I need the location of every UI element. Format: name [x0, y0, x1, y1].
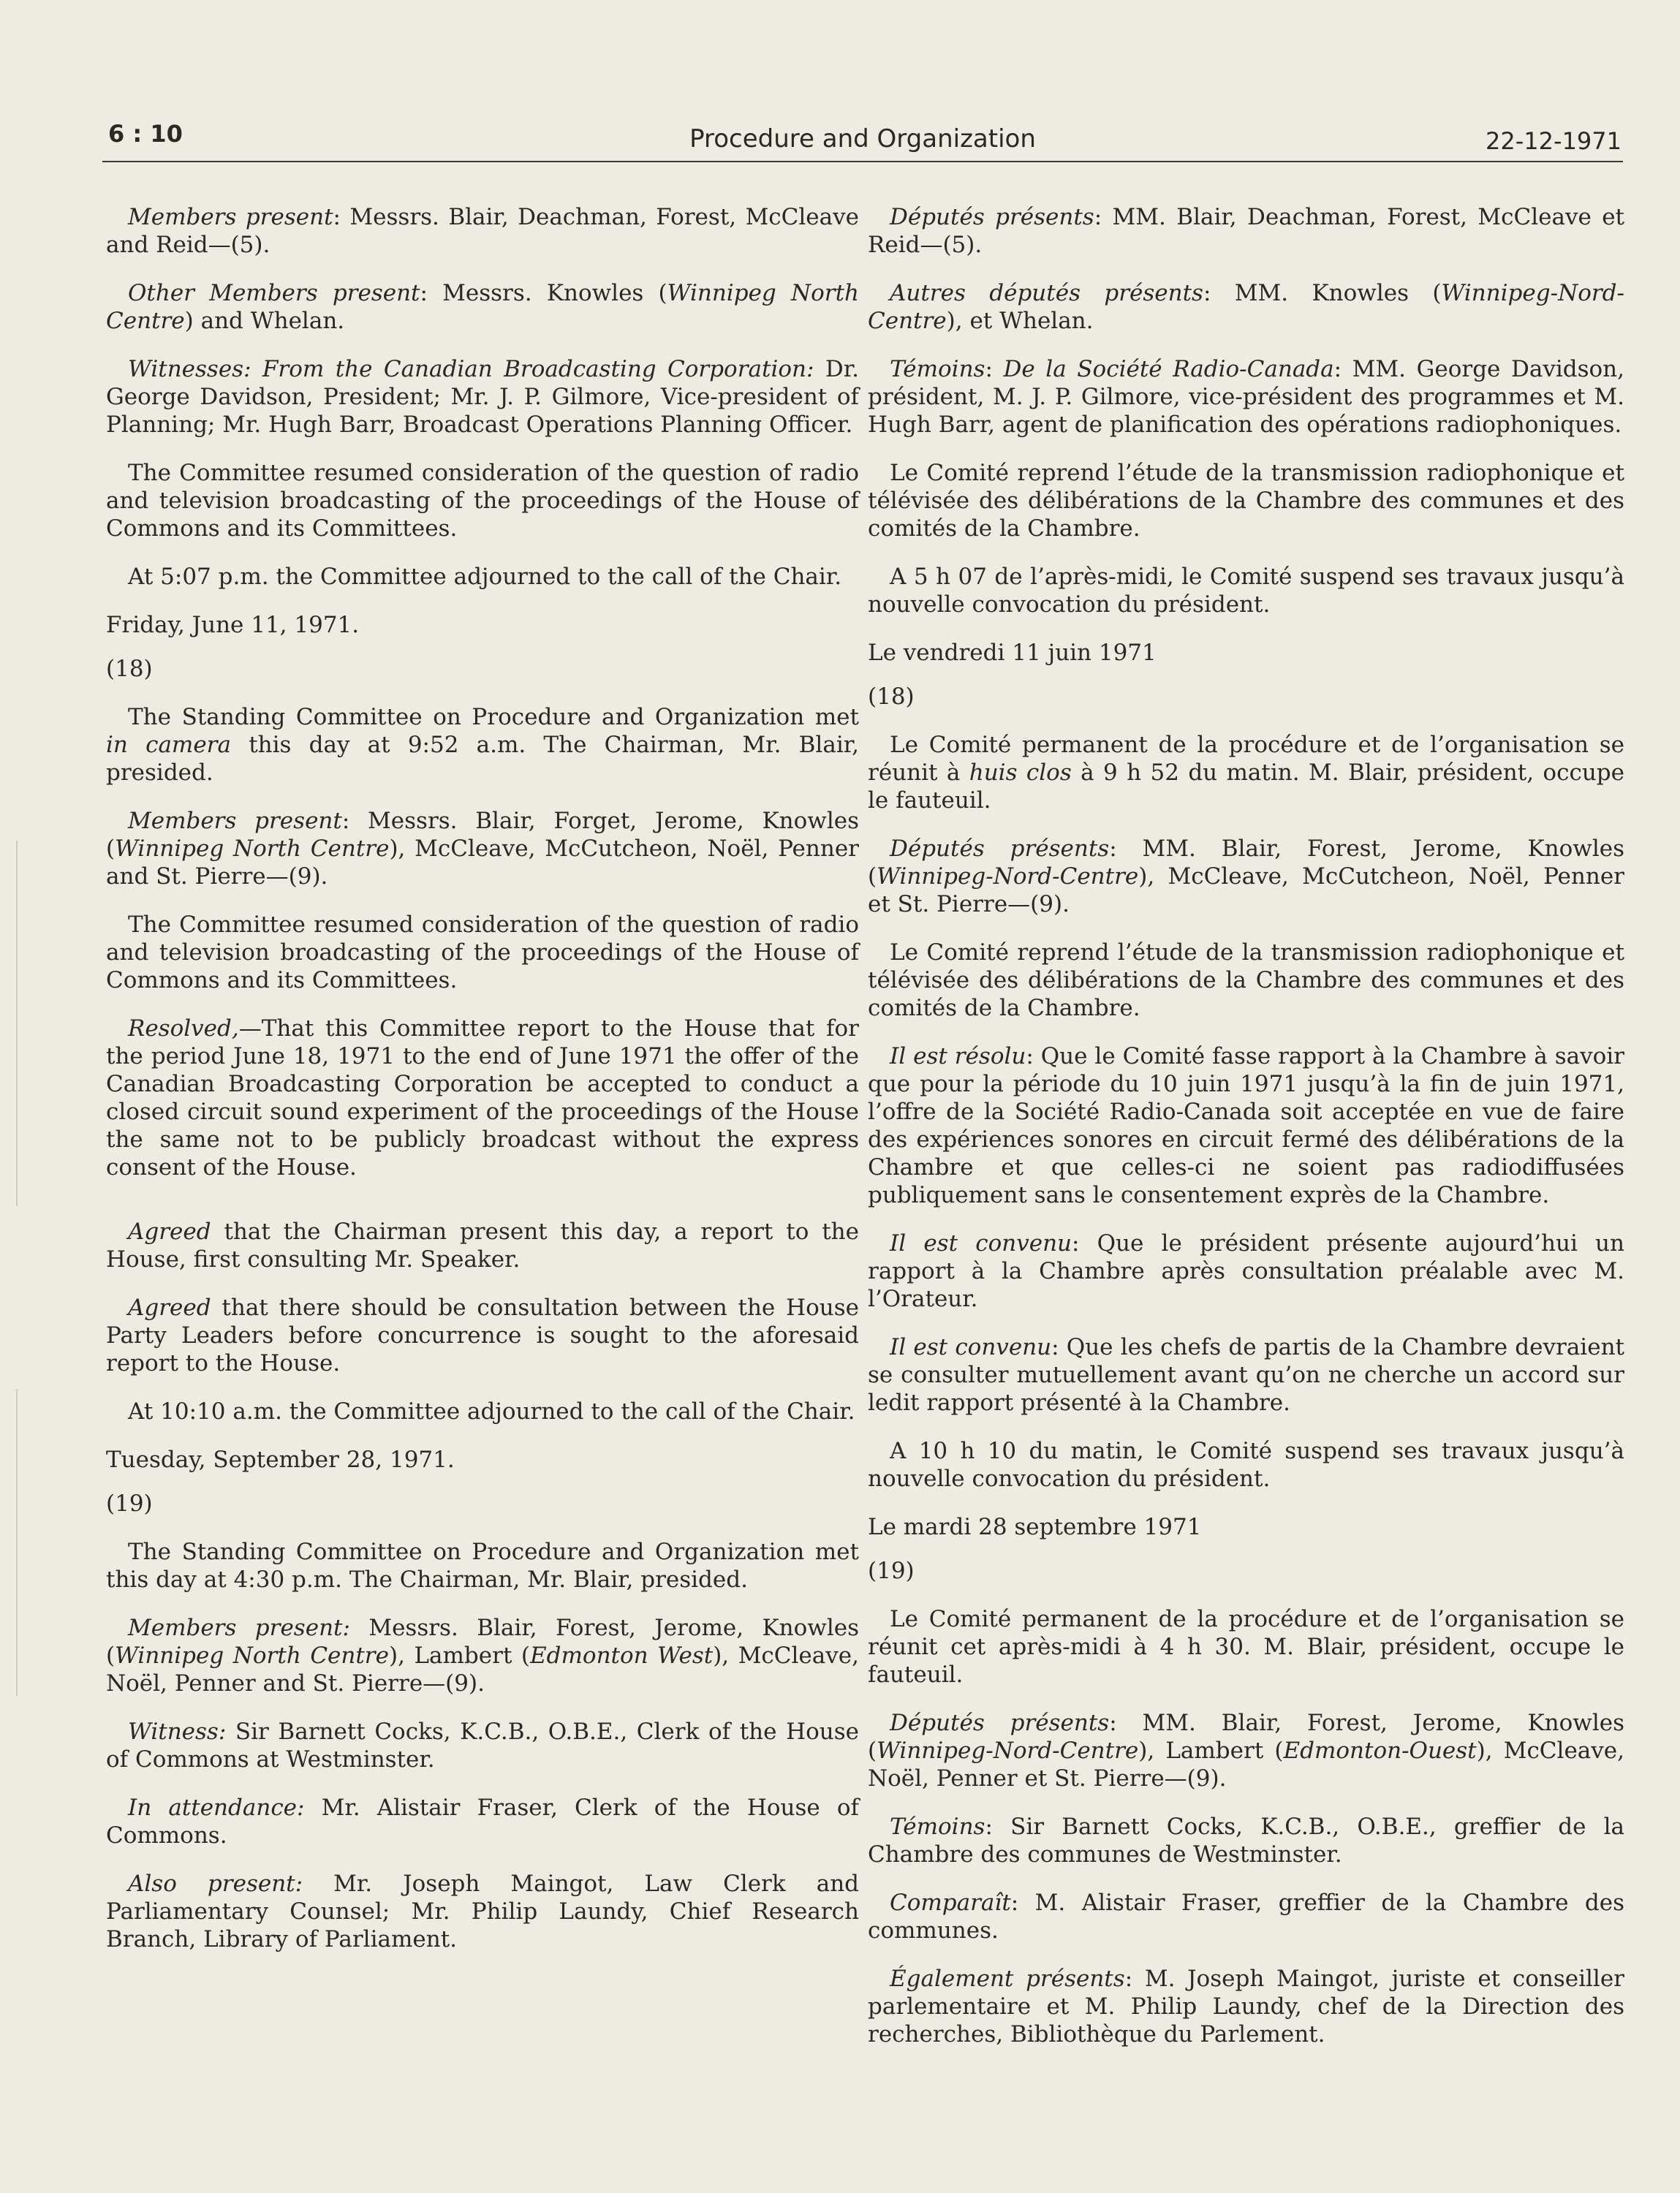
margin-mark [16, 1389, 18, 1696]
agreed-paragraph: Agreed that there should be consultation between the House Party Leaders before concurrence is sought to the aforesaid report to the House. [106, 1295, 859, 1376]
meeting-number: (18) [868, 683, 915, 710]
reprend-paragraph: Le Comité reprend l’étude de la transmission radiophonique et télévisée des délibérations de la Chambre des communes et des comités de la Chambre. [868, 460, 1624, 542]
reprend-paragraph: Le Comité reprend l’étude de la transmission radiophonique et télévisée des délibérations de la Chambre des communes et des comités de la Chambre. [868, 939, 1624, 1021]
french-column [868, 203, 1624, 2069]
autres-deputes-paragraph: Autres députés présents: MM. Knowles (Winnipeg-Nord-Centre), et Whelan. [868, 280, 1624, 334]
english-column [106, 203, 859, 1974]
also-present-paragraph: Also present: Mr. Joseph Maingot, Law Clerk and Parliamentary Counsel; Mr. Philip Laundy, Chief Research Branch, Library of Parliament. [106, 1871, 860, 1953]
comparait-paragraph: Comparaît: M. Alistair Fraser, greffier de la Chambre des communes. [868, 1890, 1624, 1944]
meeting-number: (18) [106, 656, 153, 682]
page-number: 6 : 10 [108, 120, 183, 148]
witnesses-paragraph: Witnesses: From the Canadian Broadcasting Corporation: Dr. George Davidson, President; Mr. J. P. Gilmore, Vice-president of Planning; Mr. Hugh Barr, Broadcast Operations Planning Officer. [106, 356, 859, 438]
meeting-opening-paragraph: The Standing Committee on Procedure and Organization met in camera this day at 9:52 a.m. The Chairman, Mr. Blair, presided. [106, 704, 859, 786]
resolution-paragraph: Il est résolu: Que le Comité fasse rapport à la Chambre à savoir que pour la période du 10 juin 1971 jusqu’à la fin de juin 1971, l’offre de la Société Radio-Canada soit acceptée en vue de faire des expériences sonores en circuit fermé des délibérations de la Chambre et que celles-ci ne soient pas radiodiffusées publiquement sans le consentement exprès de la Chambre. [868, 1043, 1624, 1208]
egalement-presents-paragraph: Également présents: M. Joseph Maingot, juriste et conseiller parlementaire et M. Philip Laundy, chef de la Direction des recherches, Bibliothèque du Parlement. [868, 1966, 1624, 2048]
header-date: 22-12-1971 [1486, 127, 1622, 155]
running-title: Procedure and Organization [689, 124, 1036, 154]
deputes-presents-paragraph: Députés présents: MM. Blair, Forest, Jerome, Knowles (Winnipeg-Nord-Centre), McCleave, McCutcheon, Noël, Penner et St. Pierre—(9). [868, 836, 1625, 917]
adjourned-paragraph: At 10:10 a.m. the Committee adjourned to the call of the Chair. [128, 1398, 855, 1425]
meeting-date: Le vendredi 11 juin 1971 [868, 640, 1157, 666]
agreed-paragraph: Agreed that the Chairman present this day, a report to the House, first consulting Mr. Speaker. [106, 1219, 859, 1273]
meeting-date: Tuesday, September 28, 1971. [106, 1447, 455, 1473]
meeting-number: (19) [868, 1558, 915, 1584]
in-attendance-paragraph: In attendance: Mr. Alistair Fraser, Clerk of the House of Commons. [106, 1795, 859, 1849]
page-header [102, 117, 1623, 162]
suspend-paragraph: A 5 h 07 de l’après-midi, le Comité suspend ses travaux jusqu’à nouvelle convocation du président. [868, 564, 1624, 618]
deputes-presents-paragraph: Députés présents: MM. Blair, Deachman, Forest, McCleave et Reid—(5). [868, 204, 1625, 258]
meeting-date: Friday, June 11, 1971. [106, 612, 360, 638]
meeting-date: Le mardi 28 septembre 1971 [868, 1514, 1202, 1540]
suspend-paragraph: A 10 h 10 du matin, le Comité suspend ses travaux jusqu’à nouvelle convocation du président. [868, 1438, 1624, 1492]
resumed-paragraph: The Committee resumed consideration of the question of radio and television broadcasting of the proceedings of the House of Commons and its Committees. [106, 460, 859, 542]
adjourned-paragraph: At 5:07 p.m. the Committee adjourned to the call of the Chair. [128, 564, 842, 590]
meeting-opening-paragraph: Le Comité permanent de la procédure et de l’organisation se réunit cet après-midi à 4 h 30. M. Blair, président, occupe le fauteuil. [868, 1606, 1624, 1688]
meeting-opening-paragraph: Le Comité permanent de la procédure et de l’organisation se réunit à huis clos à 9 h 52 du matin. M. Blair, président, occupe le fauteuil. [868, 732, 1624, 814]
members-present-paragraph: Members present: Messrs. Blair, Deachman, Forest, McCleave and Reid—(5). [106, 204, 859, 258]
other-members-paragraph: Other Members present: Messrs. Knowles (Winnipeg North Centre) and Whelan. [106, 280, 859, 334]
members-present-paragraph: Members present: Messrs. Blair, Forest, Jerome, Knowles (Winnipeg North Centre), Lambert (Edmonton West), McCleave, Noël, Penner and St. Pierre—(9). [106, 1615, 859, 1697]
deputes-presents-paragraph: Députés présents: MM. Blair, Forest, Jerome, Knowles (Winnipeg-Nord-Centre), Lambert (Edmonton-Ouest), McCleave, Noël, Penner et St. Pierre—(9). [868, 1710, 1625, 1792]
temoins-paragraph: Témoins: De la Société Radio-Canada: MM. George Davidson, président, M. J. P. Gilmore, vice-président des programmes et M. Hugh Barr, agent de planification des opérations radiophoniques. [868, 356, 1624, 438]
members-present-paragraph: Members present: Messrs. Blair, Forget, Jerome, Knowles (Winnipeg North Centre), McCleave, McCutcheon, Noël, Penner and St. Pierre—(9). [106, 808, 859, 890]
convenu-paragraph: Il est convenu: Que le président présente aujourd’hui un rapport à la Chambre après consultation préalable avec M. l’Orateur. [868, 1230, 1624, 1312]
resumed-paragraph: The Committee resumed consideration of the question of radio and television broadcasting of the proceedings of the House of Commons and its Committees. [106, 912, 859, 993]
witness-paragraph: Witness: Sir Barnett Cocks, K.C.B., O.B.E., Clerk of the House of Commons at Westminster. [106, 1719, 859, 1773]
margin-mark [16, 841, 18, 1206]
meeting-opening-paragraph: The Standing Committee on Procedure and Organization met this day at 4:30 p.m. The Chairman, Mr. Blair, presided. [106, 1539, 859, 1593]
meeting-number: (19) [106, 1491, 153, 1517]
temoins-paragraph: Témoins: Sir Barnett Cocks, K.C.B., O.B.E., greffier de la Chambre des communes de Westminster. [868, 1814, 1624, 1868]
convenu-paragraph: Il est convenu: Que les chefs de partis de la Chambre devraient se consulter mutuellement avant qu’on ne cherche un accord sur ledit rapport présenté à la Chambre. [868, 1334, 1624, 1416]
resolution-paragraph: Resolved,—That this Committee report to the House that for the period June 18, 1971 to the end of June 1971 the offer of the Canadian Broadcasting Corporation be accepted to conduct a closed circuit sound experiment of the proceedings of the House the same not to be publicly broadcast without the express consent of the House. [106, 1015, 859, 1181]
